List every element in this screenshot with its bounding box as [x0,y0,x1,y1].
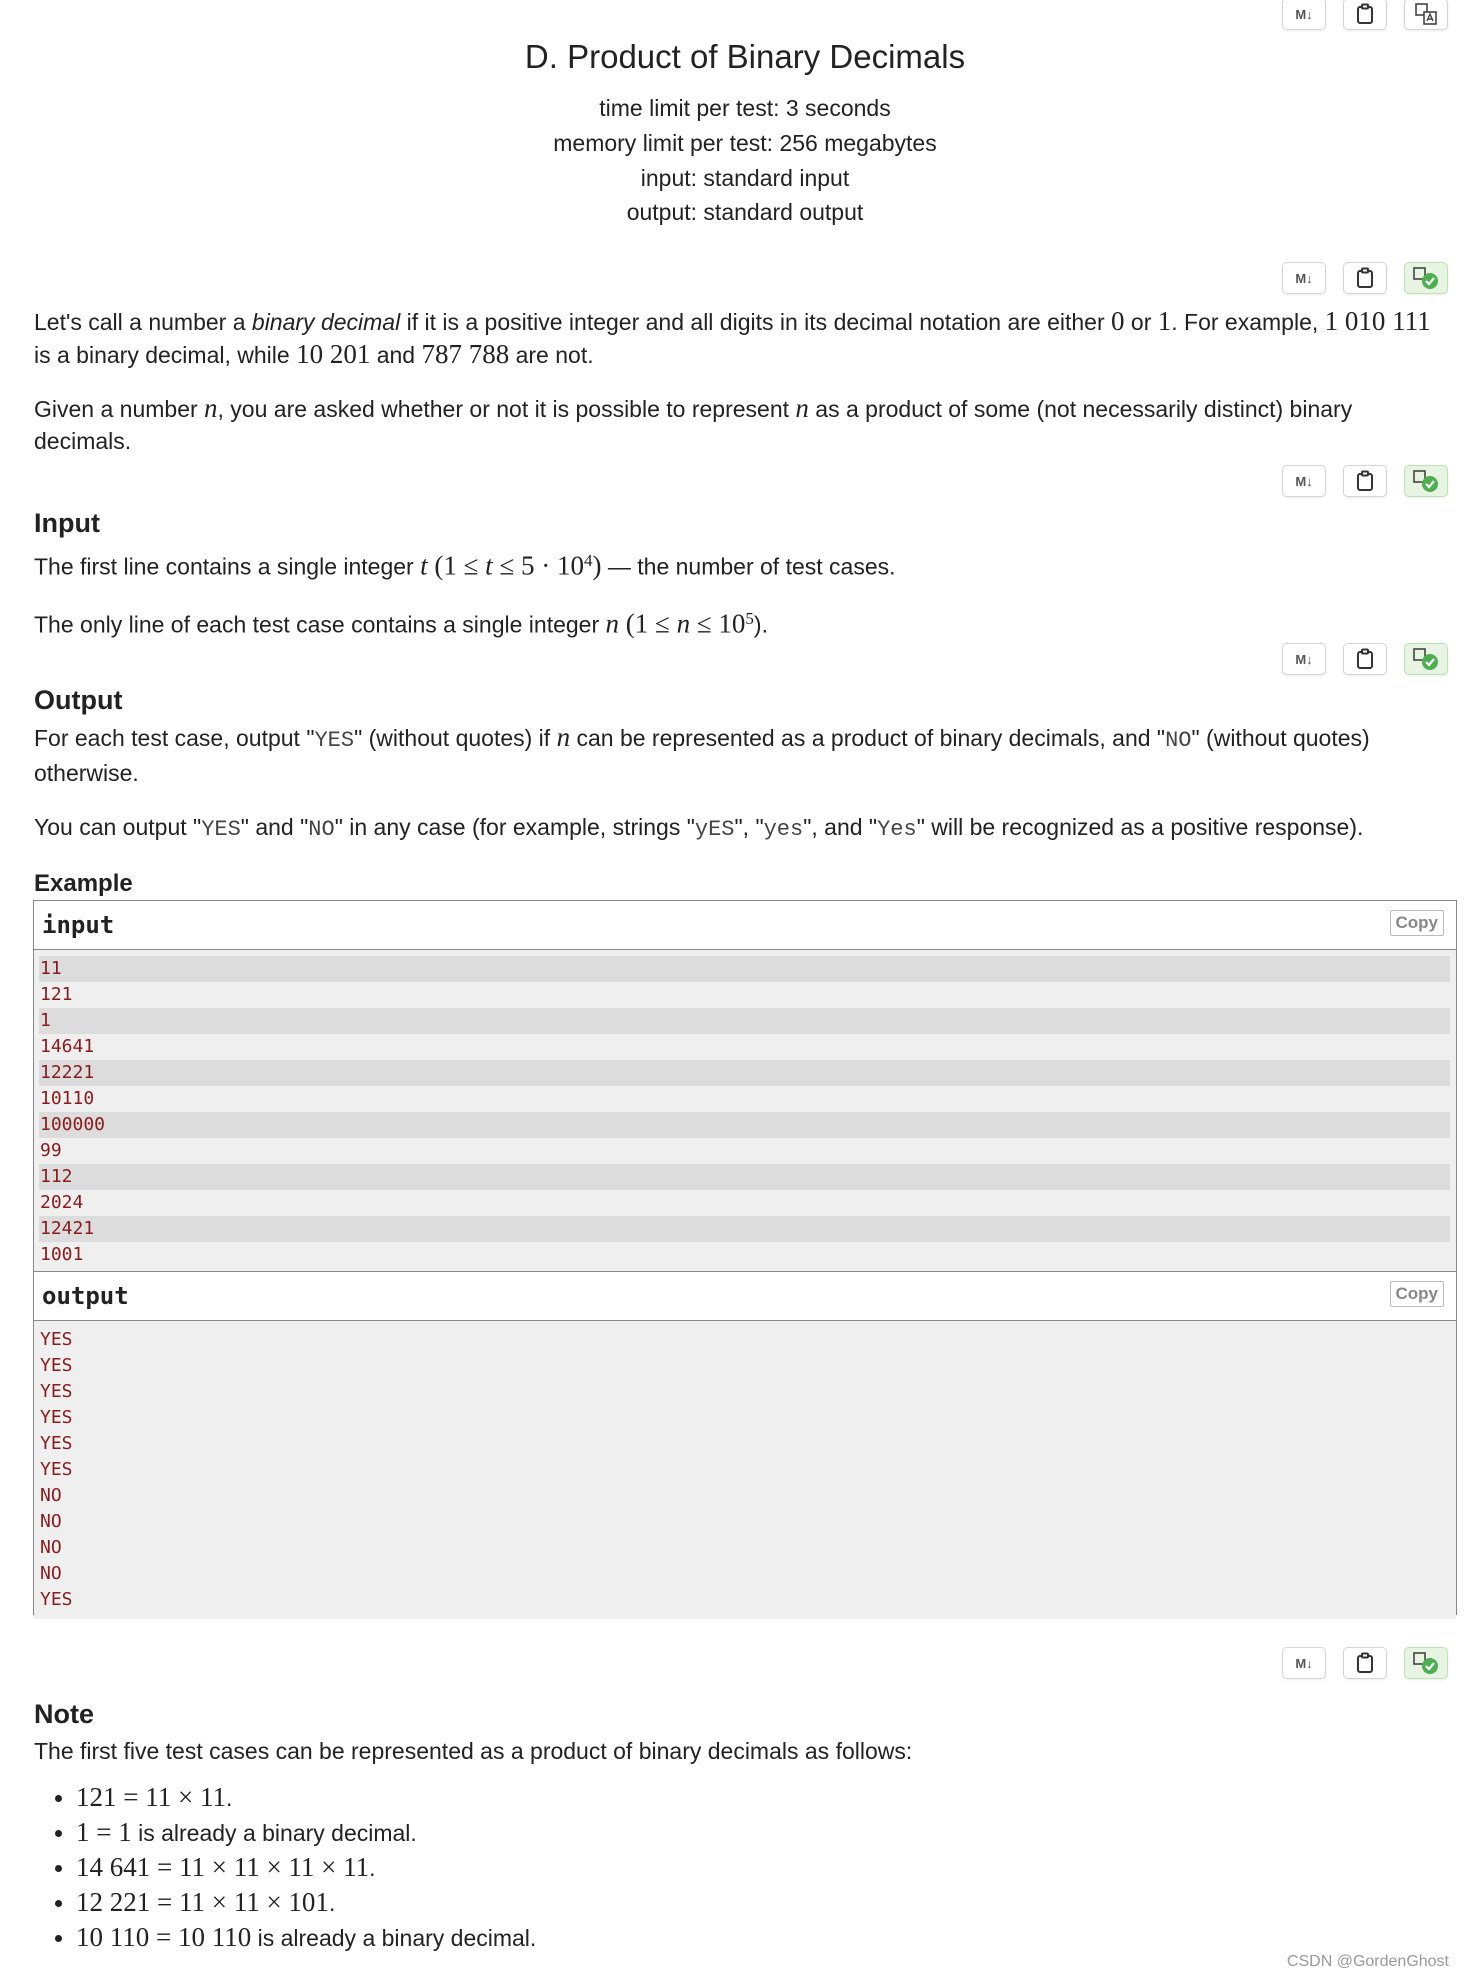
sample-output-label: output [42,1282,129,1310]
sample-line: YES [40,1589,73,1610]
markdown-button[interactable] [1282,262,1326,294]
sample-input-content[interactable] [34,950,1456,1274]
input-heading: Input [34,508,100,538]
sample-line: NO [40,1537,62,1558]
output-line-2: You can output "YES" and "NO" in any case (for example, strings "yES", "yes", and "Yes" will be recognized as a positive response). [34,814,1364,842]
input-toolbar [1282,465,1448,497]
markdown-icon: M↓ [1295,1655,1313,1671]
sample-line: YES [40,1381,73,1402]
translated-toggle-button[interactable] [1404,262,1448,294]
translate-button[interactable] [1404,0,1448,30]
clipboard-icon [1356,3,1374,25]
copy-clipboard-button[interactable] [1343,262,1387,294]
time-limit: time limit per test: 3 seconds [599,95,891,121]
note-heading: Note [34,1699,94,1729]
markdown-button[interactable] [1282,643,1326,675]
sample-output-content[interactable] [34,1321,1456,1619]
sample-line: 10110 [40,1088,95,1109]
sample-line: YES [40,1329,73,1350]
note-toolbar [1282,1647,1448,1679]
translated-toggle-button[interactable] [1404,465,1448,497]
sample-line: 112 [39,1164,1450,1190]
example-heading: Example [34,870,133,897]
sample-line: YES [40,1355,73,1376]
copy-output-button[interactable]: Copy [1390,1281,1445,1307]
translate-check-icon [1412,469,1440,493]
markdown-icon: M↓ [1295,6,1313,22]
translate-check-icon [1412,647,1440,671]
sample-line: YES [40,1433,73,1454]
problem-title: D. Product of Binary Decimals [524,38,966,75]
sample-output-header [34,1272,1456,1321]
markdown-icon: M↓ [1295,473,1313,489]
sample-line: 1 [39,1008,1450,1034]
sample-line: 11 [39,956,1450,982]
copy-input-button[interactable]: Copy [1390,910,1445,936]
sample-line: 99 [40,1140,62,1161]
sample-input-box [33,900,1457,1272]
sample-line: YES [40,1459,73,1480]
markdown-button[interactable] [1282,465,1326,497]
translate-check-icon [1412,1651,1440,1675]
output-heading: Output [34,685,123,715]
clipboard-icon [1356,267,1374,289]
markdown-button[interactable] [1282,1647,1326,1679]
note-item: • 14 641 = 11 × 11 × 11 × 11. [76,1850,536,1885]
translate-check-icon [1412,266,1440,290]
clipboard-icon [1356,470,1374,492]
header-toolbar [1282,0,1448,30]
sample-output-box [33,1271,1457,1615]
sample-line: 14641 [40,1036,95,1057]
note-list [46,1780,536,1955]
copy-clipboard-button[interactable] [1343,643,1387,675]
statement-toolbar [1282,262,1448,294]
sample-line: 121 [40,984,73,1005]
memory-limit: memory limit per test: 256 megabytes [553,130,937,156]
input-line-1: The first line contains a single integer t $(1 \le t \le 5 \cdot 10^4)$ — the number of test cases. [34,550,896,581]
clipboard-icon [1356,648,1374,670]
copy-clipboard-button[interactable] [1343,0,1387,30]
markdown-button[interactable] [1282,0,1326,30]
translate-icon [1414,2,1438,26]
sample-line: 12221 [39,1060,1450,1086]
sample-line: 1001 [40,1244,84,1265]
clipboard-icon [1356,1652,1374,1674]
markdown-icon: M↓ [1295,651,1313,667]
sample-line: 100000 [39,1112,1450,1138]
sample-line: NO [40,1511,62,1532]
sample-line: 12421 [39,1216,1450,1242]
statement-paragraph-2: Given a number n, you are asked whether or not it is possible to represent n as a product of some (not necessarily distinct) binary decimals. [34,393,1353,454]
translated-toggle-button[interactable] [1404,643,1448,675]
translated-toggle-button[interactable] [1404,1647,1448,1679]
markdown-icon: M↓ [1295,270,1313,286]
input-spec: input: standard input [640,165,850,191]
sample-line: YES [40,1407,73,1428]
input-line-2: The only line of each test case contains a single integer n $(1 \le n \le 10^5)$. [34,608,768,639]
sample-line: NO [40,1563,62,1584]
copy-clipboard-button[interactable] [1343,465,1387,497]
sample-input-label: input [42,911,115,939]
note-item: • 10 110 = 10 110 is already a binary decimal. [76,1920,536,1955]
output-line-1: For each test case, output "YES" (without quotes) if n can be represented as a product of binary decimals, and "NO" (without quotes) otherwise. [34,722,1370,786]
watermark: CSDN @GordenGhost [1286,1953,1449,1970]
note-item: • 12 221 = 11 × 11 × 101. [76,1885,536,1920]
output-toolbar [1282,643,1448,675]
sample-line: NO [40,1485,62,1506]
statement-paragraph-1: Let's call a number a binary decimal if it is a positive integer and all digits in its decimal notation are either 0 or 1. For example, 1 010 111 is a binary decimal, while 10 201 and 787 788 are not. [34,306,1431,369]
sample-line: 2024 [40,1192,84,1213]
sample-input-header [34,901,1456,950]
note-intro: The first five test cases can be represented as a product of binary decimals as follows: [34,1738,913,1764]
output-spec: output: standard output [626,199,864,225]
copy-clipboard-button[interactable] [1343,1647,1387,1679]
note-item: • 1 = 1 is already a binary decimal. [76,1815,536,1850]
note-item: • 121 = 11 × 11. [76,1780,536,1815]
